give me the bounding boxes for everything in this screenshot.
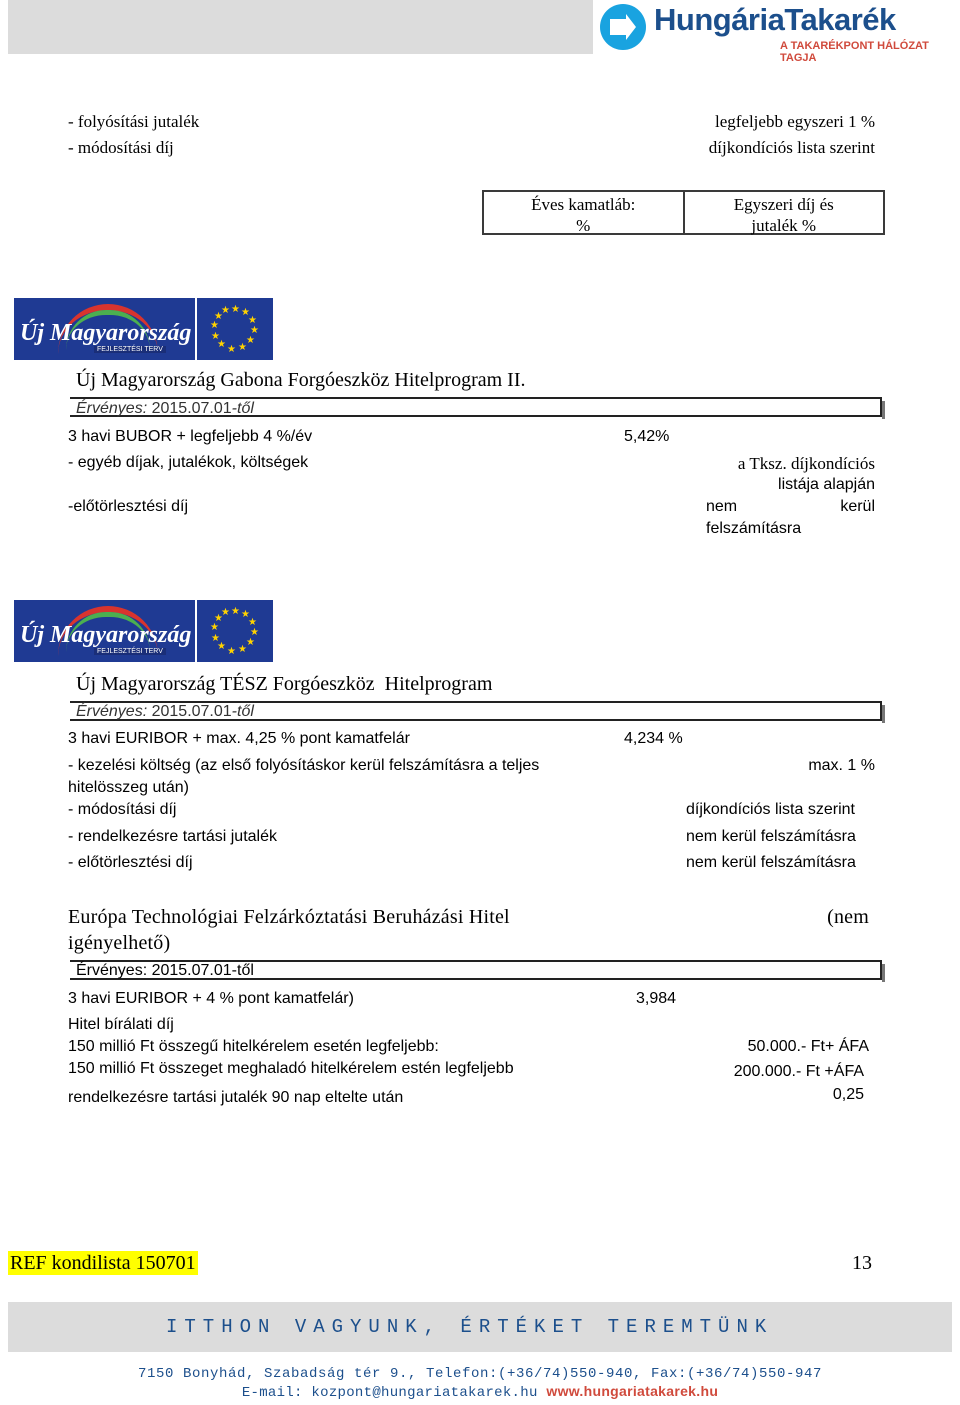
section2-fee3-label: - rendelkezésre tartási jutalék: [68, 828, 277, 845]
footer-email[interactable]: E-mail: kozpont@hungariatakarek.hu: [241, 1385, 538, 1401]
svg-text:★: ★: [248, 617, 257, 628]
section3-rate-value: 3,984: [636, 990, 677, 1007]
section3-title-line1: Európa Technológiai Felzárkóztatási Beruházási Hitel: [68, 906, 510, 928]
svg-text:★: ★: [217, 641, 226, 652]
svg-text:★: ★: [250, 325, 259, 336]
footer-website[interactable]: www.hungariatakarek.hu: [546, 1383, 719, 1399]
section2-validity: [76, 703, 254, 721]
ref-label: REF kondilista 150701: [10, 1252, 196, 1274]
section2-validity-prefix: Érvényes:: [76, 703, 152, 720]
rate-col-fee-line2: jutalék %: [751, 216, 817, 235]
section3-fee2-label: 150 millió Ft összeget meghaladó hitelkérelem estén legfeljebb: [68, 1060, 514, 1077]
section1-validity-prefix: Érvényes:: [76, 400, 152, 417]
svg-text:★: ★: [231, 304, 240, 315]
section2-rate-value: 4,234 %: [624, 730, 683, 747]
section1-validity-date: 2015.07.01: [151, 400, 232, 417]
section1-fee2-label: -előtörlesztési díj: [68, 498, 189, 515]
footer-address: 7150 Bonyhád, Szabadság tér 9., Telefon:(+36/74)550-940, Fax:(+36/74)550-947: [137, 1366, 823, 1382]
section3-fee-heading: Hitel bírálati díj: [68, 1016, 174, 1033]
top-fee-value-2: díjkondíciós lista szerint: [708, 138, 875, 157]
eu-flag-icon-2: [197, 600, 273, 662]
section2-fee3-value: nem kerül felszámításra: [686, 828, 856, 845]
rate-col-annual: [484, 192, 685, 233]
top-fee-value-1: legfeljebb egyszeri 1 %: [714, 112, 875, 131]
rate-table-header: [482, 190, 885, 235]
section1-validity: [76, 400, 254, 418]
section1-fee1-value-line2: listája alapján: [778, 476, 875, 493]
section3-rate-label: 3 havi EURIBOR + 4 % pont kamatfelár): [68, 990, 354, 1007]
svg-text:★: ★: [231, 606, 240, 617]
svg-text:★: ★: [241, 609, 250, 620]
section1-rate-value: 5,42%: [624, 428, 670, 445]
svg-text:★: ★: [246, 335, 255, 346]
brand-name: HungáriaTakarék: [654, 2, 896, 37]
uj-magyarorszag-logo-sub: FEJLESZTÉSI TERV: [94, 346, 166, 353]
section2-fee2-label: - módosítási díj: [68, 801, 177, 818]
uj-magyarorszag-logo-2: [14, 600, 195, 662]
top-fee-label-2: - módosítási díj: [68, 138, 174, 157]
section1-fee1-label: - egyéb díjak, jutalékok, költségek: [68, 454, 309, 471]
svg-text:★: ★: [246, 637, 255, 648]
uj-magyarorszag-logo-2-sub: FEJLESZTÉSI TERV: [94, 648, 166, 655]
section2-validity-date: 2015.07.01: [151, 703, 232, 720]
svg-text:★: ★: [241, 307, 250, 318]
section2-fee1-label-line2: hitelösszeg után): [68, 779, 189, 796]
svg-text:★: ★: [238, 342, 247, 353]
section3-title-right: (nem: [827, 906, 869, 928]
svg-text:★: ★: [210, 320, 219, 331]
section2-fee1-value: max. 1 %: [808, 757, 875, 774]
uj-magyarorszag-logo-2-text: Új Magyarország: [20, 622, 192, 648]
footer-contact: [0, 1383, 960, 1401]
section1-validity-suffix: -től: [231, 400, 254, 417]
section1-title: Új Magyarország Gabona Forgóeszköz Hitelprogram II.: [76, 369, 526, 391]
section2-validity-suffix: -től: [231, 703, 254, 720]
rate-col-annual-line2: %: [576, 216, 591, 235]
rate-col-fee-line1: Egyszeri díj és: [733, 195, 834, 214]
page-header: [0, 0, 960, 62]
eu-flag-icon: [197, 298, 273, 360]
svg-text:★: ★: [227, 646, 236, 657]
svg-text:★: ★: [221, 607, 230, 618]
svg-text:★: ★: [221, 305, 230, 316]
svg-text:★: ★: [227, 344, 236, 355]
brand-logo-icon: [600, 4, 646, 50]
section3-title-line2: igényelhető): [68, 932, 171, 954]
section1-rate-label: 3 havi BUBOR + legfeljebb 4 %/év: [68, 428, 313, 445]
svg-text:★: ★: [248, 315, 257, 326]
header-band: [8, 0, 593, 54]
section3-fee3-label: rendelkezésre tartási jutalék 90 nap eltelte után: [68, 1089, 404, 1106]
svg-text:★: ★: [210, 622, 219, 633]
rate-col-fee: [685, 192, 884, 233]
svg-text:★: ★: [214, 311, 223, 322]
section1-fee2-value-line2: felszámításra: [706, 520, 802, 537]
svg-text:★: ★: [211, 633, 220, 644]
brand-tagline: A TAKARÉKPONT HÁLÓZAT TAGJA: [780, 40, 929, 64]
svg-text:★: ★: [211, 331, 220, 342]
section3-fee2-value: 200.000.- Ft +ÁFA: [733, 1063, 864, 1080]
svg-text:★: ★: [238, 644, 247, 655]
section3-fee1-label: 150 millió Ft összegű hitelkérelem esetén legfeljebb:: [68, 1038, 439, 1055]
section2-fee4-label: - előtörlesztési díj: [68, 854, 193, 871]
section2-fee2-value: díjkondíciós lista szerint: [686, 801, 855, 818]
section3-fee3-value: 0,25: [832, 1086, 864, 1103]
svg-text:★: ★: [217, 339, 226, 350]
section2-rate-label: 3 havi EURIBOR + max. 4,25 % pont kamatfelár: [68, 730, 410, 747]
section2-fee4-value: nem kerül felszámításra: [686, 854, 856, 871]
svg-text:★: ★: [214, 613, 223, 624]
page-number: 13: [852, 1252, 872, 1274]
section1-fee2-value-word2: kerül: [840, 498, 875, 515]
svg-text:★: ★: [250, 627, 259, 638]
section3-validity: Érvényes: 2015.07.01-től: [76, 962, 254, 979]
section2-title: Új Magyarország TÉSZ Forgóeszköz Hitelprogram: [76, 673, 493, 695]
section1-fee2-value-word1: nem: [706, 498, 738, 515]
footer-slogan: ITTHON VAGYUNK, ÉRTÉKET TEREMTÜNK: [166, 1316, 774, 1338]
uj-magyarorszag-logo: [14, 298, 195, 360]
rate-col-annual-line1: Éves kamatláb:: [531, 195, 636, 214]
top-fee-label-1: - folyósítási jutalék: [68, 112, 200, 131]
section1-fee1-value-line1: a Tksz. díjkondíciós: [737, 454, 875, 473]
section2-fee1-label-line1: - kezelési költség (az első folyósításkor kerül felszámításra a teljes: [68, 757, 540, 774]
uj-magyarorszag-logo-text: Új Magyarország: [20, 320, 192, 346]
section3-fee1-value: 50.000.- Ft+ ÁFA: [747, 1038, 869, 1055]
